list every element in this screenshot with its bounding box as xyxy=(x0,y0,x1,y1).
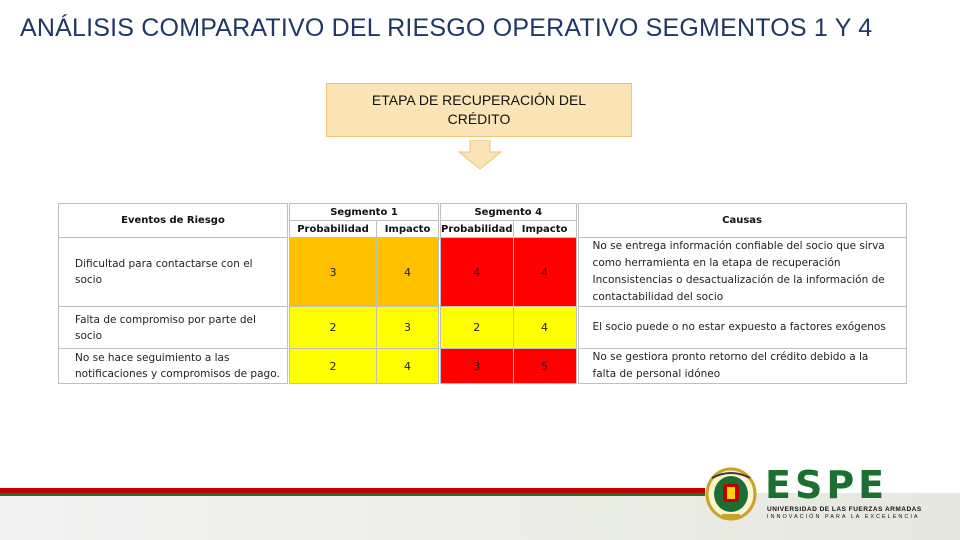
stage-box xyxy=(326,83,632,137)
table-row xyxy=(59,238,907,307)
s1-impact: 4 xyxy=(377,349,439,384)
s4-impact: 4 xyxy=(513,307,576,349)
header-events: Eventos de Riesgo xyxy=(59,204,288,238)
table-header-row xyxy=(59,204,907,221)
event-cell: No se hace seguimiento a las notificaciones y compromisos de pago. xyxy=(59,349,288,384)
header-causes: Causas xyxy=(578,204,906,238)
s4-impact: 4 xyxy=(513,238,576,307)
event-cell: Dificultad para contactarse con el socio xyxy=(59,238,288,307)
logo-subtitle: UNIVERSIDAD DE LAS FUERZAS ARMADAS xyxy=(767,506,922,513)
s1-impact: 4 xyxy=(377,238,439,307)
header-probability: Probabilidad xyxy=(441,221,514,238)
s1-probability: 2 xyxy=(290,349,377,384)
stage-line-2: CRÉDITO xyxy=(447,111,511,127)
header-segment-4: Segmento 4 xyxy=(441,204,577,221)
s1-probability: 2 xyxy=(290,307,377,349)
header-probability: Probabilidad xyxy=(290,221,377,238)
header-impact: Impacto xyxy=(377,221,439,238)
logo-tagline: INNOVACIÓN PARA LA EXCELENCIA xyxy=(767,514,920,520)
s4-probability: 4 xyxy=(441,238,514,307)
event-cell: Falta de compromiso por parte del socio xyxy=(59,307,288,349)
cause-cell: El socio puede o no estar expuesto a factores exógenos xyxy=(578,307,906,349)
cause-cell: No se entrega información confiable del socio que sirva como herramienta en la etapa de recuperación Inconsistencias o desactualización de la información de contactabilidad del socio xyxy=(578,238,906,307)
s1-probability: 3 xyxy=(290,238,377,307)
down-arrow-icon xyxy=(458,140,502,170)
header-segment-1: Segmento 1 xyxy=(290,204,439,221)
table-row xyxy=(59,307,907,349)
header-impact: Impacto xyxy=(513,221,576,238)
university-seal-icon xyxy=(702,466,760,522)
page-title: ANÁLISIS COMPARATIVO DEL RIESGO OPERATIVO SEGMENTOS 1 Y 4 xyxy=(20,14,873,42)
footer-green-line xyxy=(0,493,705,496)
s1-impact: 3 xyxy=(377,307,439,349)
s4-probability: 2 xyxy=(441,307,514,349)
s4-probability: 3 xyxy=(441,349,514,384)
s4-impact: 5 xyxy=(513,349,576,384)
espe-logo-text: ESPE xyxy=(765,463,889,507)
risk-table xyxy=(58,203,907,384)
cause-cell: No se gestiora pronto retorno del crédito debido a la falta de personal idóneo xyxy=(578,349,906,384)
table-row xyxy=(59,349,907,384)
stage-line-1: ETAPA DE RECUPERACIÓN DEL xyxy=(371,92,587,108)
